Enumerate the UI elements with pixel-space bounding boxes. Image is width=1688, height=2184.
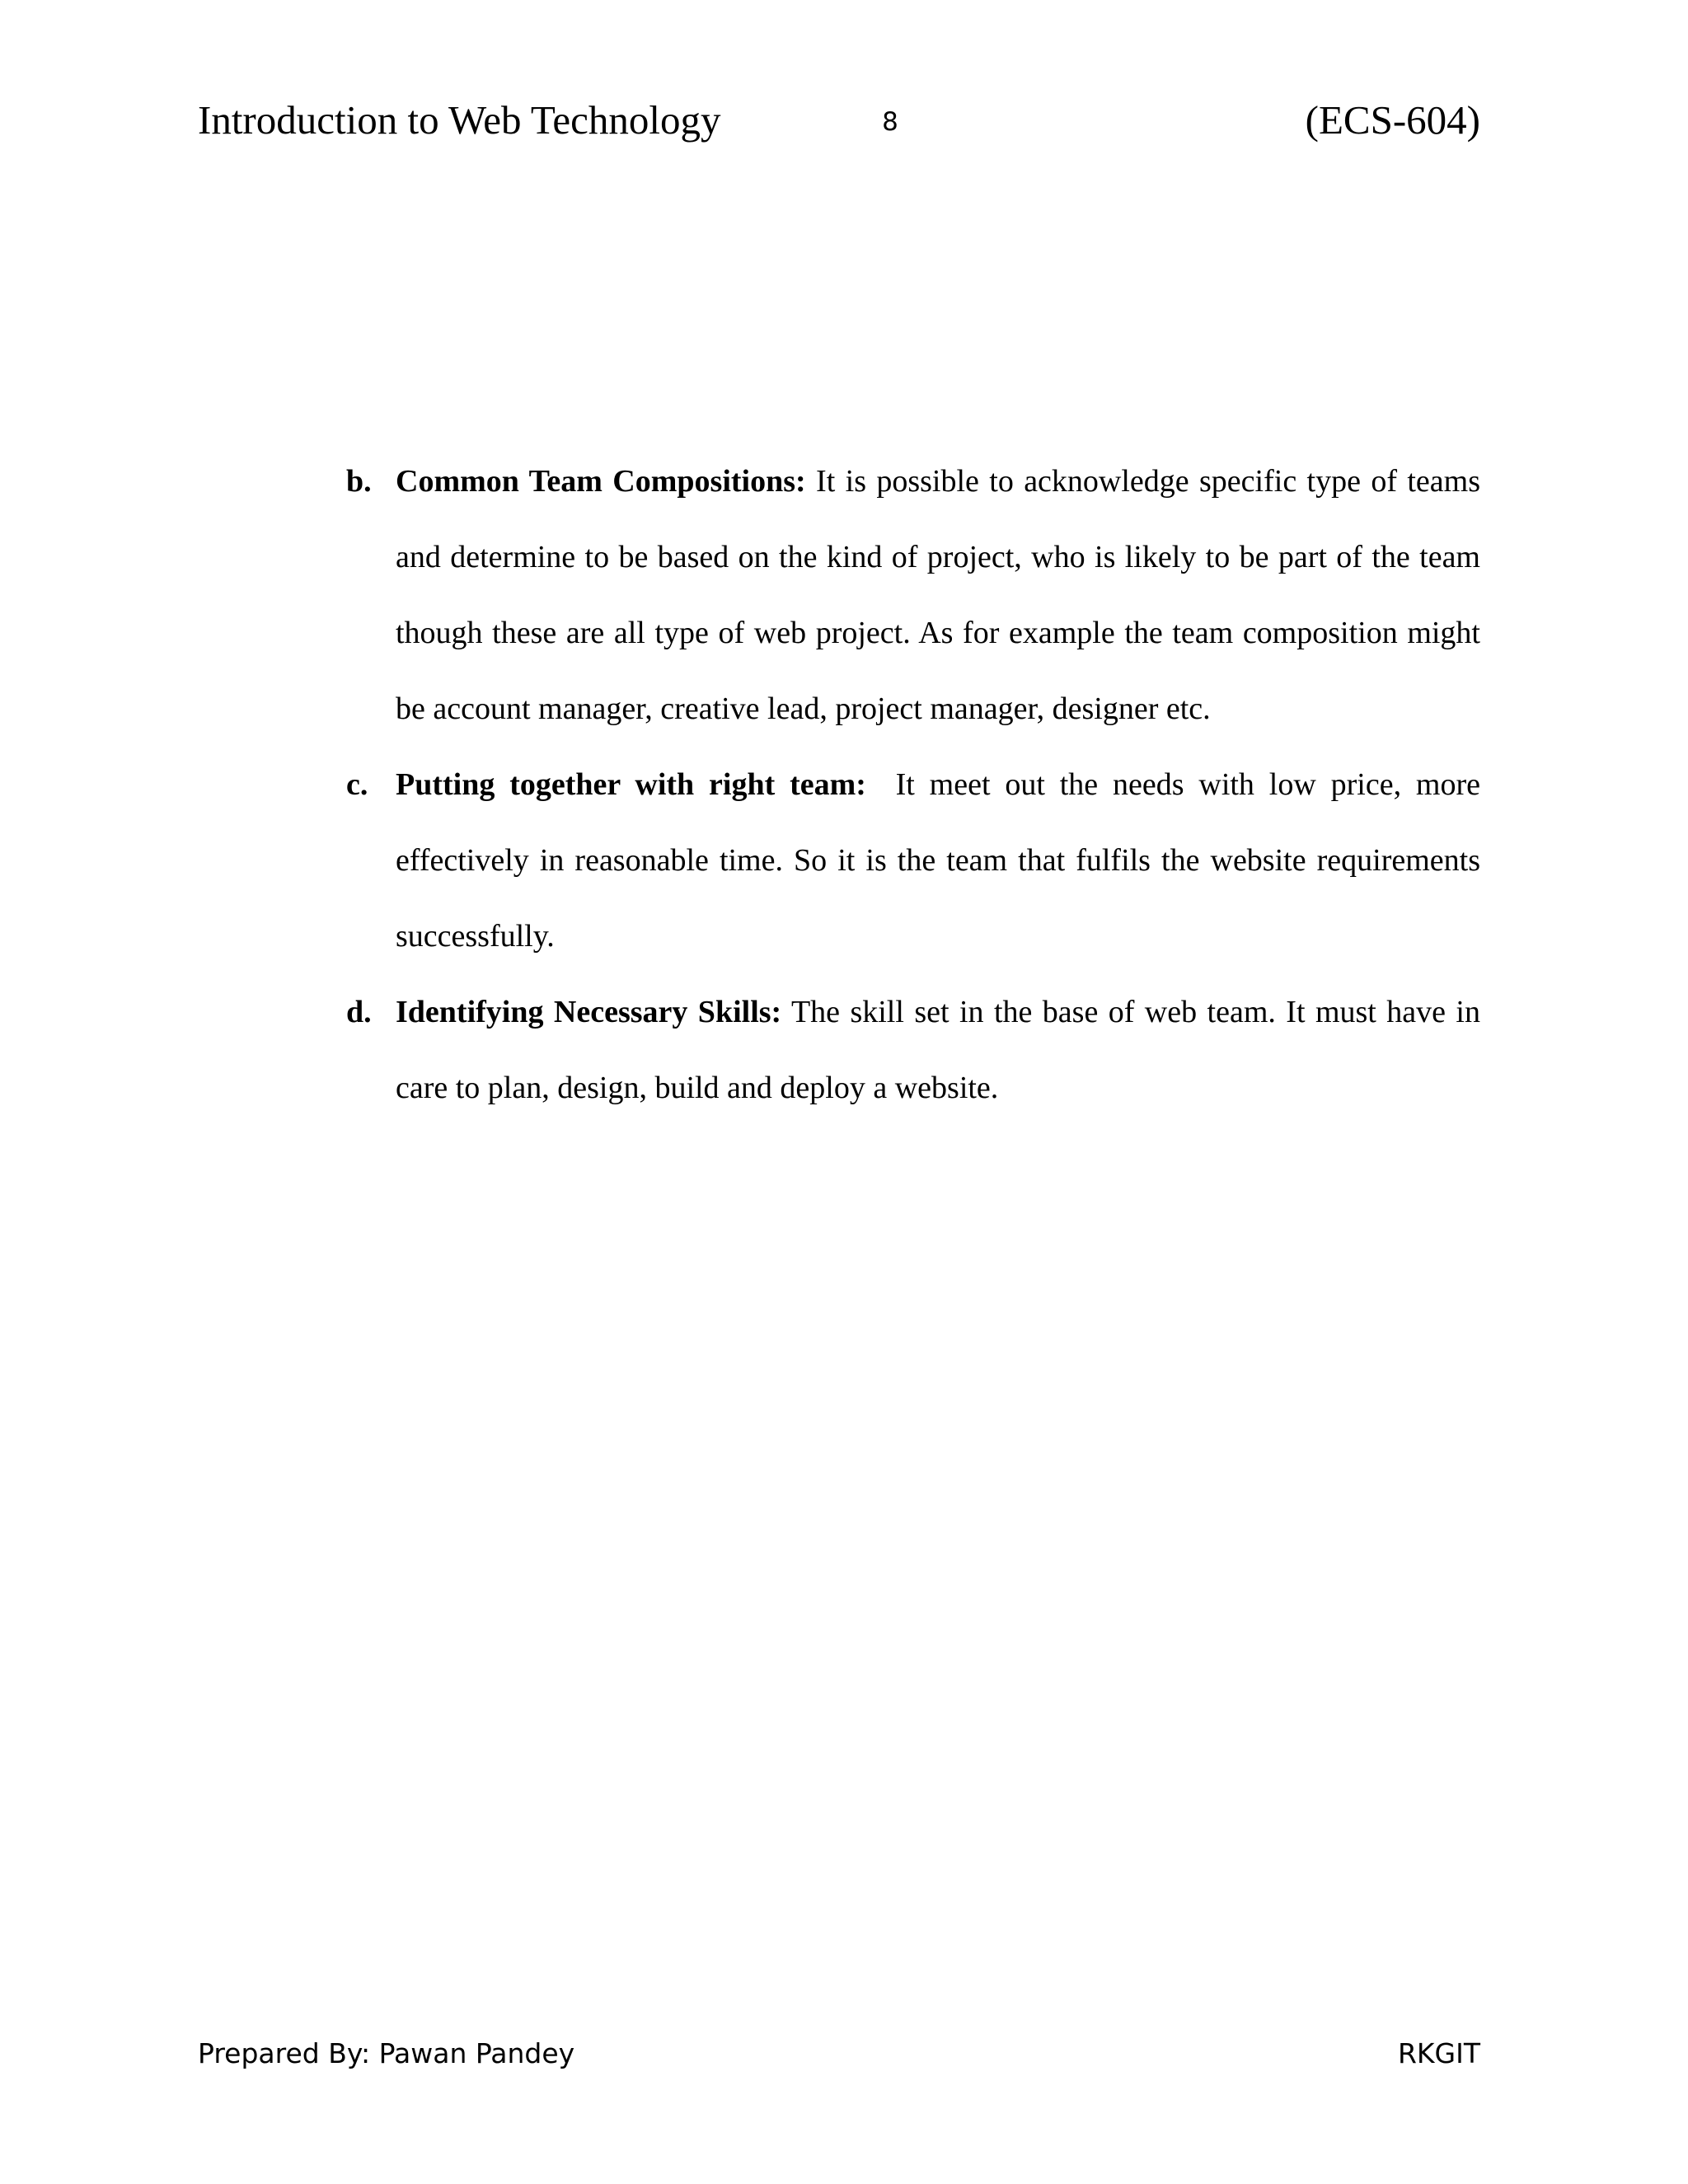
header-title: Introduction to Web Technology [198, 97, 721, 143]
footer-author: Prepared By: Pawan Pandey [198, 2037, 575, 2069]
content-list [346, 443, 1489, 1126]
list-item-text: The skill set in the base of web team. It must have in care to plan, design, build and deploy a website. [396, 995, 1480, 1105]
list-item-b [346, 443, 1480, 747]
list-marker: b. [346, 464, 372, 499]
list-item-term: Common Team Compositions: [396, 464, 806, 499]
list-item-c [346, 747, 1489, 974]
list-item-d [346, 974, 1480, 1126]
footer-institution: RKGIT [1397, 2037, 1480, 2069]
course-code: (ECS-604) [1305, 97, 1480, 143]
list-item-text: It meet out the needs with low price, more effectively in reasonable time. So it is the team that fulfils the website requirements successfully. [396, 767, 1489, 954]
list-item-term: Putting together with right team: [396, 767, 866, 802]
list-marker: d. [346, 995, 372, 1029]
list-item-term: Identifying Necessary Skills: [396, 995, 782, 1029]
list-item-text: It is possible to acknowledge specific type of teams and determine to be based on the kind of project, who is likely to be part of the team though these are all type of web project. As for example the team composition might be account manager, creative lead, project manager, designer etc. [396, 464, 1480, 726]
list-marker: c. [346, 767, 368, 802]
page-number: 8 [882, 107, 898, 137]
